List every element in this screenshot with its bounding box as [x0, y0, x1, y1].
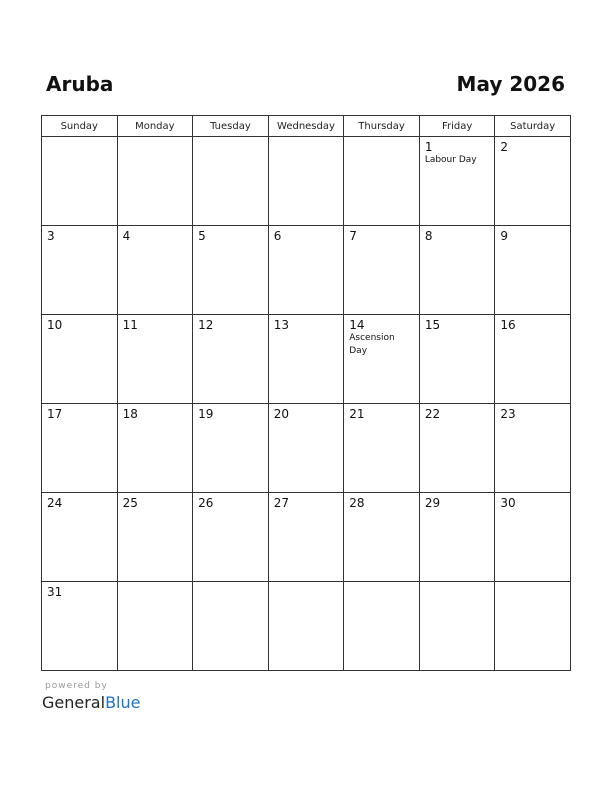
day-cell [117, 315, 193, 404]
day-number: 26 [198, 496, 214, 510]
week-row [42, 493, 571, 582]
day-cell [344, 582, 420, 671]
day-cell [419, 226, 495, 315]
week-row [42, 226, 571, 315]
day-cell [419, 404, 495, 493]
week-row [42, 137, 571, 226]
powered-by-label: powered by [45, 681, 108, 691]
day-number [344, 137, 419, 140]
day-cell [42, 315, 118, 404]
day-number: 16 [500, 318, 516, 332]
day-number: 25 [122, 496, 138, 510]
day-cell [419, 582, 495, 671]
day-number: 3 [47, 229, 55, 243]
day-number: 23 [500, 407, 516, 421]
day-cell [42, 226, 118, 315]
day-number: 6 [273, 229, 282, 243]
day-number: 10 [47, 318, 63, 332]
day-number [42, 137, 117, 140]
day-cell [117, 404, 193, 493]
week-row [42, 315, 571, 404]
day-cell [193, 582, 269, 671]
day-cell [117, 226, 193, 315]
day-cell [344, 315, 420, 404]
calendar-grid [41, 115, 571, 671]
weekday-thursday: Thursday [344, 116, 420, 137]
day-number: 24 [47, 496, 63, 510]
day-cell [495, 137, 571, 226]
week-row [42, 582, 571, 671]
day-number: 21 [349, 407, 365, 421]
day-cell [419, 315, 495, 404]
weekday-wednesday: Wednesday [268, 116, 344, 137]
day-number: 4 [122, 229, 131, 243]
brand-general-text: General [42, 693, 106, 712]
day-cell [193, 404, 269, 493]
day-number [193, 582, 268, 585]
day-cell [268, 582, 344, 671]
day-number: 31 [47, 585, 63, 599]
day-number: 1 [424, 140, 433, 154]
day-number [118, 137, 193, 140]
week-row [42, 404, 571, 493]
day-number: 2 [500, 140, 509, 154]
day-cell [193, 137, 269, 226]
day-number: 28 [349, 496, 365, 510]
day-cell [495, 493, 571, 582]
day-cell [344, 137, 420, 226]
day-number: 7 [349, 229, 357, 243]
day-cell [495, 315, 571, 404]
generalblue-logo-link[interactable] [42, 693, 140, 713]
country-title: Aruba [46, 72, 114, 96]
day-cell [193, 493, 269, 582]
day-cell [419, 493, 495, 582]
weekday-header-row [42, 116, 571, 137]
day-number: 22 [424, 407, 441, 421]
day-number: 12 [198, 318, 214, 332]
day-cell [193, 315, 269, 404]
day-number: 18 [122, 407, 138, 421]
day-number [269, 582, 344, 585]
day-number: 17 [47, 407, 63, 421]
day-number: 13 [273, 318, 289, 332]
day-cell [268, 493, 344, 582]
day-cell [495, 582, 571, 671]
day-cell [117, 493, 193, 582]
day-number: 14 [349, 318, 365, 332]
day-number: 27 [273, 496, 289, 510]
weekday-saturday: Saturday [495, 116, 571, 137]
weekday-sunday: Sunday [42, 116, 118, 137]
day-number: 30 [500, 496, 516, 510]
day-cell [193, 226, 269, 315]
month-year-title: May 2026 [456, 72, 565, 96]
day-number: 5 [198, 229, 206, 243]
day-cell [268, 404, 344, 493]
day-cell [344, 493, 420, 582]
day-number [495, 582, 570, 585]
day-cell [117, 137, 193, 226]
day-cell [268, 315, 344, 404]
holiday-label: Ascension Day [349, 333, 395, 356]
day-cell [344, 404, 420, 493]
day-number [344, 582, 419, 585]
day-cell [42, 582, 118, 671]
day-number: 11 [122, 318, 138, 332]
day-number [269, 137, 344, 140]
day-cell [344, 226, 420, 315]
day-number: 15 [424, 318, 441, 332]
day-cell [268, 226, 344, 315]
day-cell [117, 582, 193, 671]
weekday-tuesday: Tuesday [193, 116, 269, 137]
day-number: 19 [198, 407, 214, 421]
day-number [193, 137, 268, 140]
day-number: 8 [424, 229, 433, 243]
holiday-label: Labour Day [424, 155, 477, 165]
day-cell [495, 404, 571, 493]
weekday-friday: Friday [419, 116, 495, 137]
day-cell [42, 404, 118, 493]
day-cell [419, 137, 495, 226]
day-number: 20 [273, 407, 289, 421]
day-number [420, 582, 495, 585]
day-cell [268, 137, 344, 226]
day-number: 9 [500, 229, 509, 243]
weekday-monday: Monday [117, 116, 193, 137]
day-number: 29 [424, 496, 441, 510]
day-number [118, 582, 193, 585]
brand-blue-text: Blue [105, 693, 141, 712]
day-cell [42, 137, 118, 226]
day-cell [42, 493, 118, 582]
day-cell [495, 226, 571, 315]
